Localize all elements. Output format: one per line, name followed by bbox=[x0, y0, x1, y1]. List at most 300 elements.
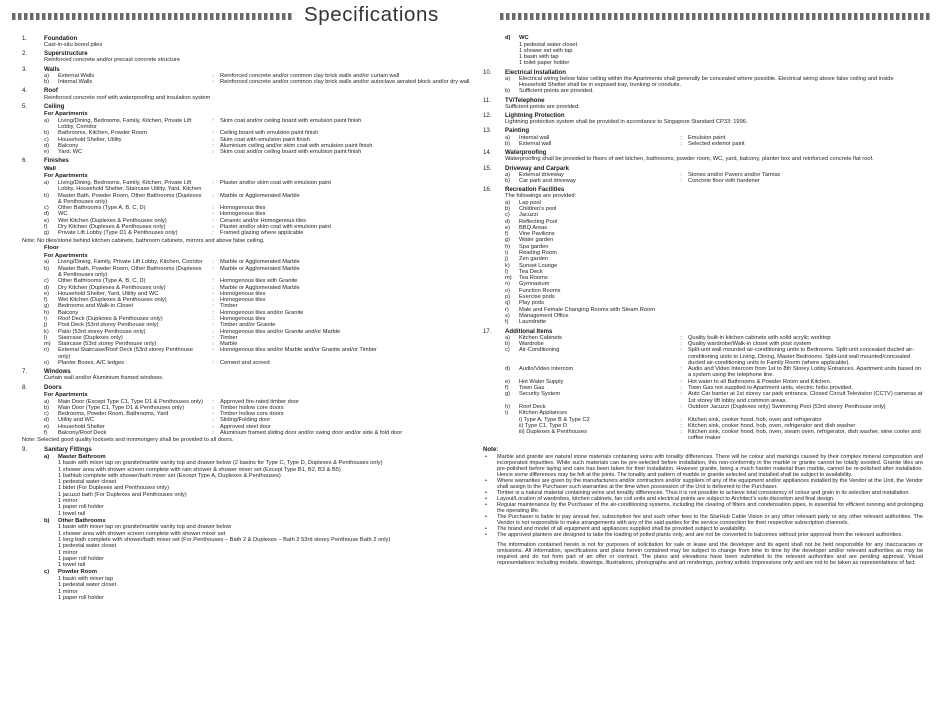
section-description: Lightning protection system shall be provided in accordance to Singapore Standard CP33: 1996. bbox=[505, 119, 748, 126]
spec-section bbox=[483, 165, 923, 185]
bullet: • bbox=[485, 453, 487, 460]
section-number: 3. bbox=[22, 65, 28, 73]
row-item: Household Shelter, Utility bbox=[58, 136, 122, 143]
bullet: • bbox=[485, 489, 487, 496]
fitting-line: 1 paper roll holder bbox=[58, 594, 104, 601]
note-text: The approved planters are designed to take the loading of potted plants only, and are not be converted to balconies without prior approval from the relevant authorities. bbox=[497, 532, 903, 539]
spec-section bbox=[483, 112, 923, 125]
section-title: Waterproofing bbox=[505, 149, 547, 157]
row-value: Auto Car barrier at 1st storey car park entrance. Closed Circuit Television (CCTV) cameras at 1st storey lift lobby and common areas. bbox=[688, 391, 923, 404]
row-letter: b) bbox=[44, 265, 50, 272]
subsection-note: Note: No tiles/stone behind kitchen cabinets, bathroom cabinets, mirrors and above false ceiling. bbox=[22, 237, 265, 244]
spec-rows bbox=[505, 335, 923, 442]
facility-letter: l) bbox=[505, 268, 509, 275]
row-colon: : bbox=[212, 309, 214, 316]
section-title: Superstructure bbox=[44, 50, 88, 58]
row-colon: : bbox=[680, 391, 682, 398]
section-number: 7. bbox=[22, 368, 28, 376]
row-item: Roof Deck bbox=[519, 403, 546, 410]
spec-section bbox=[22, 50, 477, 63]
row-value: Marble or Agglomerated Marble bbox=[220, 265, 300, 272]
row-colon: : bbox=[212, 322, 214, 329]
spec-section bbox=[22, 66, 477, 86]
row-item: Other Bathrooms (Type A, B, C, D) bbox=[58, 278, 146, 285]
row-item: Pool Deck (53rd storey Penthouse only) bbox=[58, 322, 159, 329]
row-value: Concrete floor with hardener bbox=[688, 177, 760, 184]
section-number: 14. bbox=[483, 149, 492, 157]
row-colon: : bbox=[212, 417, 214, 424]
facility-name: Tea Rooms bbox=[519, 275, 548, 282]
row-colon: : bbox=[212, 142, 214, 149]
row-letter: a) bbox=[44, 117, 50, 124]
section-title: Painting bbox=[505, 127, 530, 135]
note-item bbox=[483, 502, 923, 514]
facility-name: Exercise pods bbox=[519, 294, 555, 301]
row-colon: : bbox=[680, 171, 682, 178]
row-colon: : bbox=[680, 422, 682, 429]
row-value: Approved fire-rated timber door bbox=[220, 398, 300, 405]
facility-letter: t) bbox=[505, 319, 509, 326]
row-value: Homogenous tiles bbox=[220, 205, 266, 212]
fitting-line: 1 mirror bbox=[58, 588, 78, 595]
subsection-heading: Wall bbox=[44, 165, 56, 172]
row-colon: : bbox=[680, 429, 682, 436]
subsection-heading: For Apartments bbox=[44, 252, 88, 259]
row-item: Bedrooms, Powder Room, Bathrooms, Yard bbox=[58, 411, 169, 418]
row-value: Emulsion paint bbox=[688, 134, 726, 141]
fitting-lines bbox=[44, 524, 477, 568]
row-item: Security System bbox=[519, 391, 561, 398]
note-text: Marble and granite are natural stone materials containing veins with tonality differences. There will be colour and markings caused by their complex mineral composition and incorporated impurities. While such materials can be pre-selected before installation, this non-conformity in the marble or granite cannot be totally avoided. Granite tiles are pre-polished before laying and care has been taken for their installation. However granite, being a much harder material than marble, cannot be re-polished after installation. Hence some differences may be felt at the joints. The tonality and pattern of marble or granite selected and installed shall be subject to availability. bbox=[497, 453, 923, 478]
spec-rows bbox=[505, 76, 923, 95]
bullet: • bbox=[485, 514, 487, 521]
row-letter: a) bbox=[505, 134, 511, 141]
spec-rows bbox=[44, 73, 477, 86]
spec-row bbox=[505, 429, 923, 442]
fitting-block bbox=[44, 569, 477, 601]
note-text: Where warranties are given by the manufacturers and/or contractors and/or suppliers of any of the equipment and/or appliances installed by the Vendor at the Unit, the Vendor shall assign to the Purchaser such warranties at the time when possession of the Unit is delivered to the Purchaser. bbox=[497, 477, 923, 490]
row-letter: g) bbox=[44, 303, 50, 310]
note-text: The Purchaser is liable to pay annual fee, subscription fee and such other fees to the StarHub Cable Vision or any other relevant party or any other relevant authorities. The Vendor is not responsible to make arrangements with any of the said parties for the service connection for their respective subscription channels. bbox=[497, 514, 923, 527]
row-value: Marble bbox=[220, 341, 238, 348]
spec-row bbox=[44, 430, 477, 436]
spec-section bbox=[22, 35, 477, 48]
row-letter: a) bbox=[505, 171, 511, 178]
facility-letter: d) bbox=[505, 218, 511, 225]
row-item: External Walls bbox=[58, 72, 95, 79]
row-value: Hot water to all Bathrooms & Powder Room and Kitchen. bbox=[688, 378, 832, 385]
section-title: Walls bbox=[44, 65, 60, 73]
facility-letter: f) bbox=[505, 231, 509, 238]
row-item: Yard, WC bbox=[58, 149, 83, 156]
section-number: 11. bbox=[483, 96, 492, 104]
fitting-line: 1 shower area with shower screen complete with shower mixer set bbox=[58, 530, 226, 537]
row-colon: : bbox=[212, 265, 214, 272]
spec-rows bbox=[44, 180, 477, 237]
row-value: Homogenous tiles with Granite bbox=[220, 278, 298, 285]
row-letter: e) bbox=[44, 149, 50, 156]
row-colon: : bbox=[212, 328, 214, 335]
row-colon: : bbox=[680, 416, 682, 423]
section-number: 17. bbox=[483, 327, 492, 335]
header-dotted-rule-left bbox=[12, 13, 294, 20]
row-item: ii) Type C1, Type D bbox=[519, 422, 568, 429]
section-description: The followings are provided: bbox=[505, 193, 577, 200]
row-colon: : bbox=[212, 360, 214, 367]
row-value: Skim coat and/or ceiling board with emulsion paint finish bbox=[220, 149, 362, 156]
row-letter: e) bbox=[44, 217, 50, 224]
spec-section bbox=[483, 35, 923, 67]
row-item: Planter Boxes, A/C ledges bbox=[58, 360, 125, 367]
row-colon: : bbox=[212, 149, 214, 156]
spec-row bbox=[505, 141, 923, 147]
facility-name: Function Rooms bbox=[519, 287, 561, 294]
row-letter: a) bbox=[44, 259, 50, 266]
facility-name: Zen garden bbox=[519, 256, 549, 263]
row-colon: : bbox=[680, 177, 682, 184]
row-value: Timber bbox=[220, 334, 238, 341]
fitting-block bbox=[44, 454, 477, 517]
fitting-line: 1 shower set with tap bbox=[519, 47, 573, 54]
row-value: Aluminium ceiling and/or skim coat with emulsion paint finish bbox=[220, 142, 373, 149]
fitting-line: 1 towel rail bbox=[58, 562, 86, 569]
section-title: Sanitary Fittings bbox=[44, 445, 92, 453]
row-item: External driveway bbox=[519, 171, 564, 178]
note-text: Layout/Location of wardrobes, kitchen cabinets, fan coil units and electrical points are subject to Architect's sole discretion and final design. bbox=[497, 496, 835, 503]
row-letter: h) bbox=[505, 403, 511, 410]
row-value: Plaster and/or skim coat with emulsion paint bbox=[220, 224, 331, 231]
row-value: Skim coat with emulsion paint finish bbox=[220, 136, 310, 143]
fitting-line: 1 basin with mixer tap bbox=[58, 575, 114, 582]
row-letter: c) bbox=[505, 347, 510, 354]
subsection-heading: For Apartments bbox=[44, 391, 88, 398]
page-header bbox=[0, 4, 943, 28]
section-number: 10. bbox=[483, 68, 492, 76]
section-title: Foundation bbox=[44, 35, 78, 42]
fitting-line: 1 towel rail bbox=[58, 510, 86, 517]
row-value: Sliding/Folding door bbox=[220, 417, 271, 424]
fitting-block bbox=[44, 518, 477, 569]
section-title: Doors bbox=[44, 383, 62, 391]
note-item bbox=[483, 478, 923, 490]
spec-section bbox=[22, 157, 477, 366]
row-letter: b) bbox=[44, 79, 50, 86]
row-value: Marble or Agglomerated Marble bbox=[220, 192, 300, 199]
section-title: Ceiling bbox=[44, 102, 65, 110]
spec-section bbox=[483, 127, 923, 147]
section-number: 9. bbox=[22, 445, 28, 453]
fitting-letter: d) bbox=[505, 35, 511, 41]
spec-section bbox=[483, 186, 923, 325]
fitting-line: 1 basin with mixer tap on granite/marble vanity top and drawer below (2 basins for Type C, Type D, Duplexes & Penthouses only) bbox=[58, 460, 383, 467]
facility-name: Reflecting Pool bbox=[519, 218, 558, 225]
row-item: Wet Kitchen (Duplexes & Penthouses only) bbox=[58, 297, 167, 304]
spec-row bbox=[44, 193, 477, 206]
spec-row bbox=[505, 88, 923, 94]
row-value: Split-unit wall mounted air-conditioning units to Bedrooms. Split-unit concealed ducted air-conditioning units to Living, Dining, Master Bedrooms. Split-unit wall mounted/concealed ducted air-conditioning units to Family Room (where applicable). bbox=[688, 347, 915, 366]
row-value: Homogenous tiles bbox=[220, 297, 266, 304]
facility-name: Children's pool bbox=[519, 205, 557, 212]
facility-name: Spa garden bbox=[519, 243, 549, 250]
row-item: Master Bath, Powder Room, Other Bathrooms (Duplexes & Penthouses only) bbox=[58, 265, 202, 278]
section-title: Recreation Facilities bbox=[505, 186, 565, 194]
row-value: Kitchen sink, cooker hood, hob, oven, steam oven, refrigerator, dish washer, wine cooler and coffee maker bbox=[688, 429, 921, 442]
bullet: • bbox=[485, 532, 487, 539]
row-value: Town Gas not supplied to Apartment units, electric hobs provided. bbox=[688, 385, 854, 392]
disclaimer: The information contained herein is not for purposes of solicitation for sale or lease and the developer and its agent shall not be held responsible for any inaccuracies or omissions. All information, specifications and plans herein contained may be subject to change from time to time by the developer and/or relevant authorities as may be required and do not form part of an offer or contract. The plans and elevations have been submitted to the relevant authorities and are pending approval. Visual representations including models, drawings, illustrations, photographs and art renderings, portray artistic impressions only and are not to be taken as representations of fact. bbox=[497, 542, 923, 567]
fitting-title: Powder Room bbox=[58, 569, 97, 576]
section-number: 12. bbox=[483, 112, 492, 120]
fitting-line: 1 pedestal water closet bbox=[58, 582, 117, 589]
fitting-line: 1 pedestal water closet bbox=[58, 543, 117, 550]
facility-letter: n) bbox=[505, 281, 511, 288]
fitting-title: WC bbox=[519, 35, 529, 41]
facility-letter: s) bbox=[505, 312, 510, 319]
facility-letter: p) bbox=[505, 294, 511, 301]
row-value: Timber hollow core doors bbox=[220, 411, 284, 418]
fitting-line: 1 bathtub complete with shower/bath mixer set (Except Type A, Duplexes & Penthouses) bbox=[58, 472, 281, 479]
row-item: Internal wall bbox=[519, 134, 550, 141]
row-letter: a) bbox=[44, 72, 50, 79]
section-title: Finishes bbox=[44, 157, 69, 165]
section-number: 13. bbox=[483, 127, 492, 135]
row-item: Wet Kitchen (Duplexes & Penthouses only) bbox=[58, 217, 167, 224]
row-letter: f) bbox=[44, 430, 48, 437]
spec-section bbox=[22, 368, 477, 381]
row-item: Staircase (Duplexes only) bbox=[58, 334, 123, 341]
row-colon: : bbox=[212, 205, 214, 212]
fitting-line: 1 paper roll holder bbox=[58, 555, 104, 562]
row-letter: b) bbox=[44, 404, 50, 411]
right-column bbox=[483, 33, 923, 567]
fitting-lines bbox=[505, 42, 923, 67]
row-letter: b) bbox=[44, 192, 50, 199]
row-colon: : bbox=[680, 403, 682, 410]
row-value: Ceiling board with emulsion paint finish bbox=[220, 130, 319, 137]
notes-heading: Note: bbox=[483, 446, 499, 453]
row-letter: a) bbox=[505, 334, 511, 341]
row-value: Timber bbox=[220, 303, 238, 310]
row-colon: : bbox=[212, 341, 214, 348]
bullet: • bbox=[485, 502, 487, 509]
row-letter: b) bbox=[505, 340, 511, 347]
spec-section bbox=[483, 69, 923, 95]
section-title: Lightning Protection bbox=[505, 112, 565, 120]
row-letter: a) bbox=[505, 75, 511, 82]
row-colon: : bbox=[212, 130, 214, 137]
fitting-line: 1 basin with mixer tap on granite/marble vanity top and drawer below bbox=[58, 524, 232, 531]
row-letter: a) bbox=[44, 398, 50, 405]
row-item: Air-Conditioning bbox=[519, 347, 560, 354]
fitting-title: Other Bathrooms bbox=[58, 517, 106, 524]
row-item: External Staircase/Roof Deck (53rd storey Penthouse only) bbox=[58, 347, 193, 360]
spec-rows bbox=[44, 399, 477, 437]
row-value: Ceramic and/or Homogenous tiles bbox=[220, 217, 306, 224]
row-letter: e) bbox=[44, 290, 50, 297]
row-letter: e) bbox=[505, 378, 511, 385]
facility-name: Gymnasium bbox=[519, 281, 550, 288]
row-letter: b) bbox=[505, 88, 511, 95]
section-number: 6. bbox=[22, 157, 28, 165]
row-letter: n) bbox=[44, 347, 50, 354]
spec-section bbox=[483, 97, 923, 110]
spec-row bbox=[505, 178, 923, 184]
row-colon: : bbox=[212, 72, 214, 79]
row-colon: : bbox=[212, 290, 214, 297]
section-title: TV/Telephone bbox=[505, 96, 545, 104]
row-value: Approved steel door bbox=[220, 423, 271, 430]
facility-letter: e) bbox=[505, 224, 511, 231]
section-description: Waterproofing shall be provided to floors of wet kitchen, bathrooms, powder room, WC, yard, balcony, planter box and reinforced concrete flat roof. bbox=[505, 156, 874, 163]
section-description: Cast-in-situ bored piles bbox=[44, 42, 103, 49]
row-value: Homogenous tiles and/or Granite bbox=[220, 309, 304, 316]
facility-letter: h) bbox=[505, 243, 511, 250]
bullet: • bbox=[485, 496, 487, 503]
row-letter: d) bbox=[44, 211, 50, 218]
row-letter: l) bbox=[44, 334, 48, 341]
row-item: Private Lift Lobby (Type D1 & Penthouses only) bbox=[58, 230, 178, 237]
facility-letter: k) bbox=[505, 262, 510, 269]
row-value: Quality built-in kitchen cabinets with solid acrylic worktop bbox=[688, 334, 831, 341]
row-item: Sufficient points are provided. bbox=[519, 88, 594, 95]
section-description: Sufficient points are provided. bbox=[505, 103, 580, 110]
fitting-line: 1 basin with tap bbox=[519, 54, 559, 61]
note-text: Timber is a natural material containing veins and tonality differences. Thus it is not possible to achieve total consistency of colour and grain in its selection and installation. bbox=[497, 489, 910, 496]
row-value: Outdoor Jacuzzi (Duplexes only) Swimming Pool (53rd storey Penthouse only) bbox=[688, 403, 886, 410]
row-item: External wall bbox=[519, 140, 552, 147]
row-value: Quality wardrobe/Walk-in closet with post system bbox=[688, 340, 812, 347]
facility-name: Reading Room bbox=[519, 249, 557, 256]
section-title: Electrical Installation bbox=[505, 68, 566, 76]
note-item bbox=[483, 514, 923, 526]
row-colon: : bbox=[212, 179, 214, 186]
row-value: Homogenous tiles and/or Marble and/or Granite and/or Timber bbox=[220, 347, 377, 354]
left-column bbox=[22, 33, 477, 601]
row-letter: d) bbox=[505, 366, 511, 373]
row-colon: : bbox=[212, 404, 214, 411]
row-letter: e) bbox=[44, 423, 50, 430]
section-number: 15. bbox=[483, 164, 492, 172]
facility-name: Jacuzzi bbox=[519, 212, 538, 219]
row-item: Balcony/Roof Deck bbox=[58, 430, 107, 437]
row-item: Roof Deck (Duplexes & Penthouses only) bbox=[58, 315, 163, 322]
spec-section bbox=[22, 103, 477, 156]
spec-row bbox=[44, 149, 477, 155]
fitting-line: 1 paper roll holder bbox=[58, 504, 104, 511]
row-item: Car park and driveway bbox=[519, 177, 576, 184]
spec-section bbox=[22, 87, 477, 100]
row-value: Aluminium framed sliding door and/or swing door and/or side & fold door bbox=[220, 430, 403, 437]
notes-block bbox=[483, 447, 923, 567]
header-dotted-rule-right bbox=[500, 13, 932, 20]
facility-letter: b) bbox=[505, 205, 511, 212]
row-value: Stones and/or Pavers and/or Tarmac bbox=[688, 171, 781, 178]
row-colon: : bbox=[680, 347, 682, 354]
row-item: Staircase (53rd storey Penthouse only) bbox=[58, 341, 157, 348]
spec-row bbox=[44, 230, 477, 236]
row-colon: : bbox=[680, 334, 682, 341]
fitting-line: 1 shower area with shower screen complete with rain shower & shower mixer set (Except Type B1, B2, B3 & B5) bbox=[58, 466, 341, 473]
facility-name: Water garden bbox=[519, 237, 554, 244]
row-letter: m) bbox=[44, 341, 51, 348]
facility-name: Male and Female Changing Rooms with Steam Room bbox=[519, 306, 655, 313]
row-colon: : bbox=[680, 378, 682, 385]
row-colon: : bbox=[212, 315, 214, 322]
spec-row bbox=[44, 360, 477, 366]
row-colon: : bbox=[212, 117, 214, 124]
facility-name: Management Office bbox=[519, 312, 569, 319]
section-description: Reinforced concrete roof with waterproofing and insulation system bbox=[44, 94, 211, 101]
row-item: Living/Dining, Bedrooms, Family, Kitchen, Private Lift Lobby, Household Shelter, Staircase Utility, Yard, Kitchen bbox=[58, 179, 202, 193]
row-letter: b) bbox=[505, 140, 511, 147]
row-colon: : bbox=[212, 398, 214, 405]
fitting-letter: a) bbox=[44, 453, 50, 460]
row-item: Balcony bbox=[58, 142, 79, 149]
section-title: Roof bbox=[44, 87, 58, 95]
row-value: Homogenous tiles bbox=[220, 290, 266, 297]
row-colon: : bbox=[680, 134, 682, 141]
facility-letter: q) bbox=[505, 300, 511, 307]
spec-row bbox=[505, 366, 923, 379]
fitting-title: Master Bathroom bbox=[58, 453, 106, 460]
row-item: Living/Dining, Family, Private Lift Lobby, Kitchen, Corridor bbox=[58, 259, 203, 266]
row-letter: g) bbox=[44, 230, 50, 237]
row-item: Balcony bbox=[58, 309, 79, 316]
fitting-line: 1 long bath complete with shower/bath mixer set (For Penthouses – Bath 2 & Duplexes – Bath 2 53rd storey Penthouse Bath 2 only) bbox=[58, 536, 391, 543]
row-item: Dry Kitchen (Duplexes & Penthouses only) bbox=[58, 284, 166, 291]
spec-rows bbox=[44, 118, 477, 156]
spec-section bbox=[483, 328, 923, 442]
row-letter: c) bbox=[44, 205, 49, 212]
row-colon: : bbox=[212, 278, 214, 285]
spec-row bbox=[44, 347, 477, 360]
facility-name: Sunset Lounge bbox=[519, 262, 558, 269]
section-description: Curtain wall and/or Aluminium framed windows. bbox=[44, 375, 164, 382]
facility-letter: i) bbox=[505, 249, 509, 256]
row-item: Dry Kitchen (Duplexes & Penthouses only) bbox=[58, 224, 166, 231]
spec-row bbox=[505, 391, 923, 404]
spec-section bbox=[483, 149, 923, 162]
subsection-note: Note: Selected good quality locksets and ironmongery shall be provided to all doors. bbox=[22, 437, 234, 444]
row-value: Marble or Agglomerated Marble bbox=[220, 259, 300, 266]
facility-name: Play pods bbox=[519, 300, 544, 307]
row-colon: : bbox=[212, 224, 214, 231]
row-colon: : bbox=[212, 411, 214, 418]
row-letter: c) bbox=[44, 136, 49, 143]
section-number: 8. bbox=[22, 383, 28, 391]
row-value: Kitchen sink, cooker hood, hob, oven, refrigerator and dish washer bbox=[688, 422, 856, 429]
facility-letter: j) bbox=[505, 256, 509, 263]
row-letter: k) bbox=[44, 328, 49, 335]
row-letter: o) bbox=[44, 360, 50, 367]
row-item: Bathrooms, Kitchen, Powder Room bbox=[58, 130, 147, 137]
row-item: Master Bath, Powder Room, Other Bathrooms (Duplexes & Penthouses only) bbox=[58, 192, 202, 205]
row-letter: c) bbox=[44, 411, 49, 418]
bullet: • bbox=[485, 526, 487, 533]
row-value: Framed glazing where applicable bbox=[220, 230, 304, 237]
row-colon: : bbox=[680, 366, 682, 373]
row-colon: : bbox=[212, 259, 214, 266]
row-letter: h) bbox=[44, 309, 50, 316]
row-item: WC bbox=[58, 211, 68, 218]
row-item: iii) Duplexes & Penthouses bbox=[519, 429, 587, 436]
facility-name: Laundrette bbox=[519, 319, 547, 326]
row-colon: : bbox=[212, 230, 214, 237]
fitting-line: 1 pedestal water closet bbox=[58, 479, 117, 486]
row-value: Timber and/or Granite bbox=[220, 322, 276, 329]
row-colon: : bbox=[212, 79, 214, 86]
section-number: 4. bbox=[22, 87, 28, 95]
